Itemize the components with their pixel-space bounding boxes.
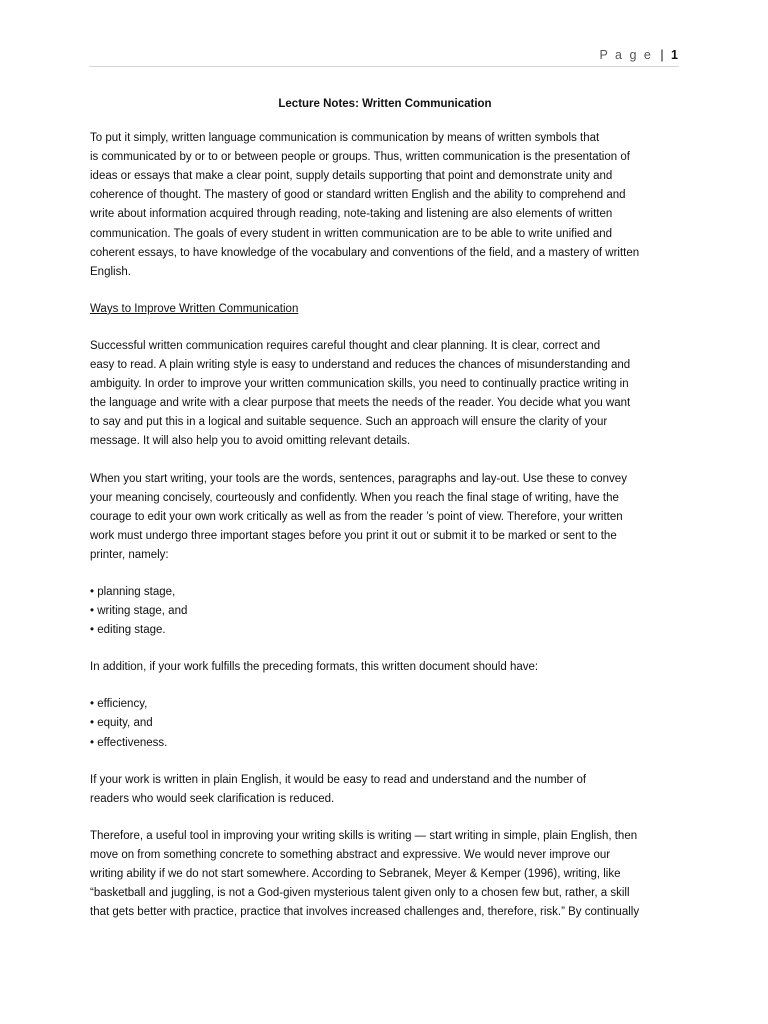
page-header (599, 48, 678, 62)
text-line: ideas or essays that make a clear point, supply details supporting that point and demonstrate unity and (90, 170, 613, 183)
text-line: writing ability if we do not start somewhere. According to Sebranek, Meyer & Kemper (1996), writing, like (90, 868, 621, 880)
list-item: • editing stage. (90, 624, 166, 637)
paragraph-tools (90, 470, 680, 565)
paragraph-plain-english (90, 771, 680, 809)
text-line: communication. The goals of every student in written communication are to be able to write unified and (90, 227, 613, 240)
text-line: coherent essays, to have knowledge of the vocabulary and conventions of the field, and a mastery of written (90, 246, 640, 259)
text-line: easy to read. A plain writing style is easy to understand and reduces the chances of misunderstanding and (90, 359, 631, 372)
page-separator: | (660, 48, 664, 62)
list-item: • efficiency, (90, 698, 148, 711)
list-item: • effectiveness. (90, 736, 168, 749)
text-line: is communicated by or to or between people or groups. Thus, written communication is the presentation of (90, 151, 630, 164)
paragraph-practice (90, 827, 680, 922)
text-line: write about information acquired through reading, note-taking and listening are also elements of written (90, 208, 613, 221)
list-item: • planning stage, (90, 585, 176, 598)
text-line: printer, namely: (90, 548, 169, 561)
text-line: When you start writing, your tools are the words, sentences, paragraphs and lay-out. Use these to convey (90, 472, 627, 485)
text-line: In addition, if your work fulfills the preceding formats, this written document should have: (90, 661, 539, 674)
text-line: If your work is written in plain English, it would be easy to read and understand and the number of (90, 773, 587, 786)
paragraph-addition (90, 658, 680, 677)
list-item: • writing stage, and (90, 605, 188, 618)
document-title: Lecture Notes: Written Communication (278, 98, 492, 110)
text-line: that gets better with practice, practice that involves increased challenges and, therefore, risk.” By continually (90, 906, 640, 919)
section-heading: Ways to Improve Written Communication (90, 302, 299, 315)
document-body (90, 95, 680, 940)
text-line: message. It will also help you to avoid omitting relevant details. (90, 435, 411, 448)
text-line: the language and write with a clear purpose that meets the needs of the reader. You decide what you want (90, 397, 631, 410)
text-line: coherence of thought. The mastery of good or standard written English and the ability to comprehend and (90, 189, 626, 202)
text-line: work must undergo three important stages before you print it out or submit it to be marked or sent to the (90, 529, 617, 542)
paragraph-planning (90, 337, 680, 452)
text-line: Successful written communication requires careful thought and clear planning. It is clear, correct and (90, 339, 601, 352)
stages-list (90, 583, 680, 640)
text-line: move on from something concrete to something abstract and expressive. We would never improve our (90, 848, 611, 861)
qualities-list (90, 695, 680, 752)
text-line: readers who would seek clarification is reduced. (90, 792, 335, 805)
text-line: ambiguity. In order to improve your written communication skills, you need to continually practice writing in (90, 378, 629, 391)
paragraph-intro (90, 129, 680, 282)
text-line: “basketball and juggling, is not a God-given mysterious talent given only to a chosen few but, rather, a skill (90, 887, 630, 900)
header-divider (89, 66, 679, 67)
page-number: 1 (671, 48, 678, 62)
text-line: To put it simply, written language communication is communication by means of written symbols that (90, 132, 600, 145)
page-label: P a g e (599, 48, 653, 62)
list-item: • equity, and (90, 717, 153, 730)
text-line: to say and put this in a logical and suitable sequence. Such an approach will ensure the clarity of your (90, 416, 608, 429)
text-line: your meaning concisely, courteously and confidently. When you reach the final stage of writing, have the (90, 491, 619, 504)
text-line: courage to edit your own work critically as well as from the reader ’s point of view. Therefore, your written (90, 510, 623, 523)
text-line: English. (90, 265, 131, 278)
text-line: Therefore, a useful tool in improving your writing skills is writing — start writing in simple, plain English, then (90, 829, 638, 842)
